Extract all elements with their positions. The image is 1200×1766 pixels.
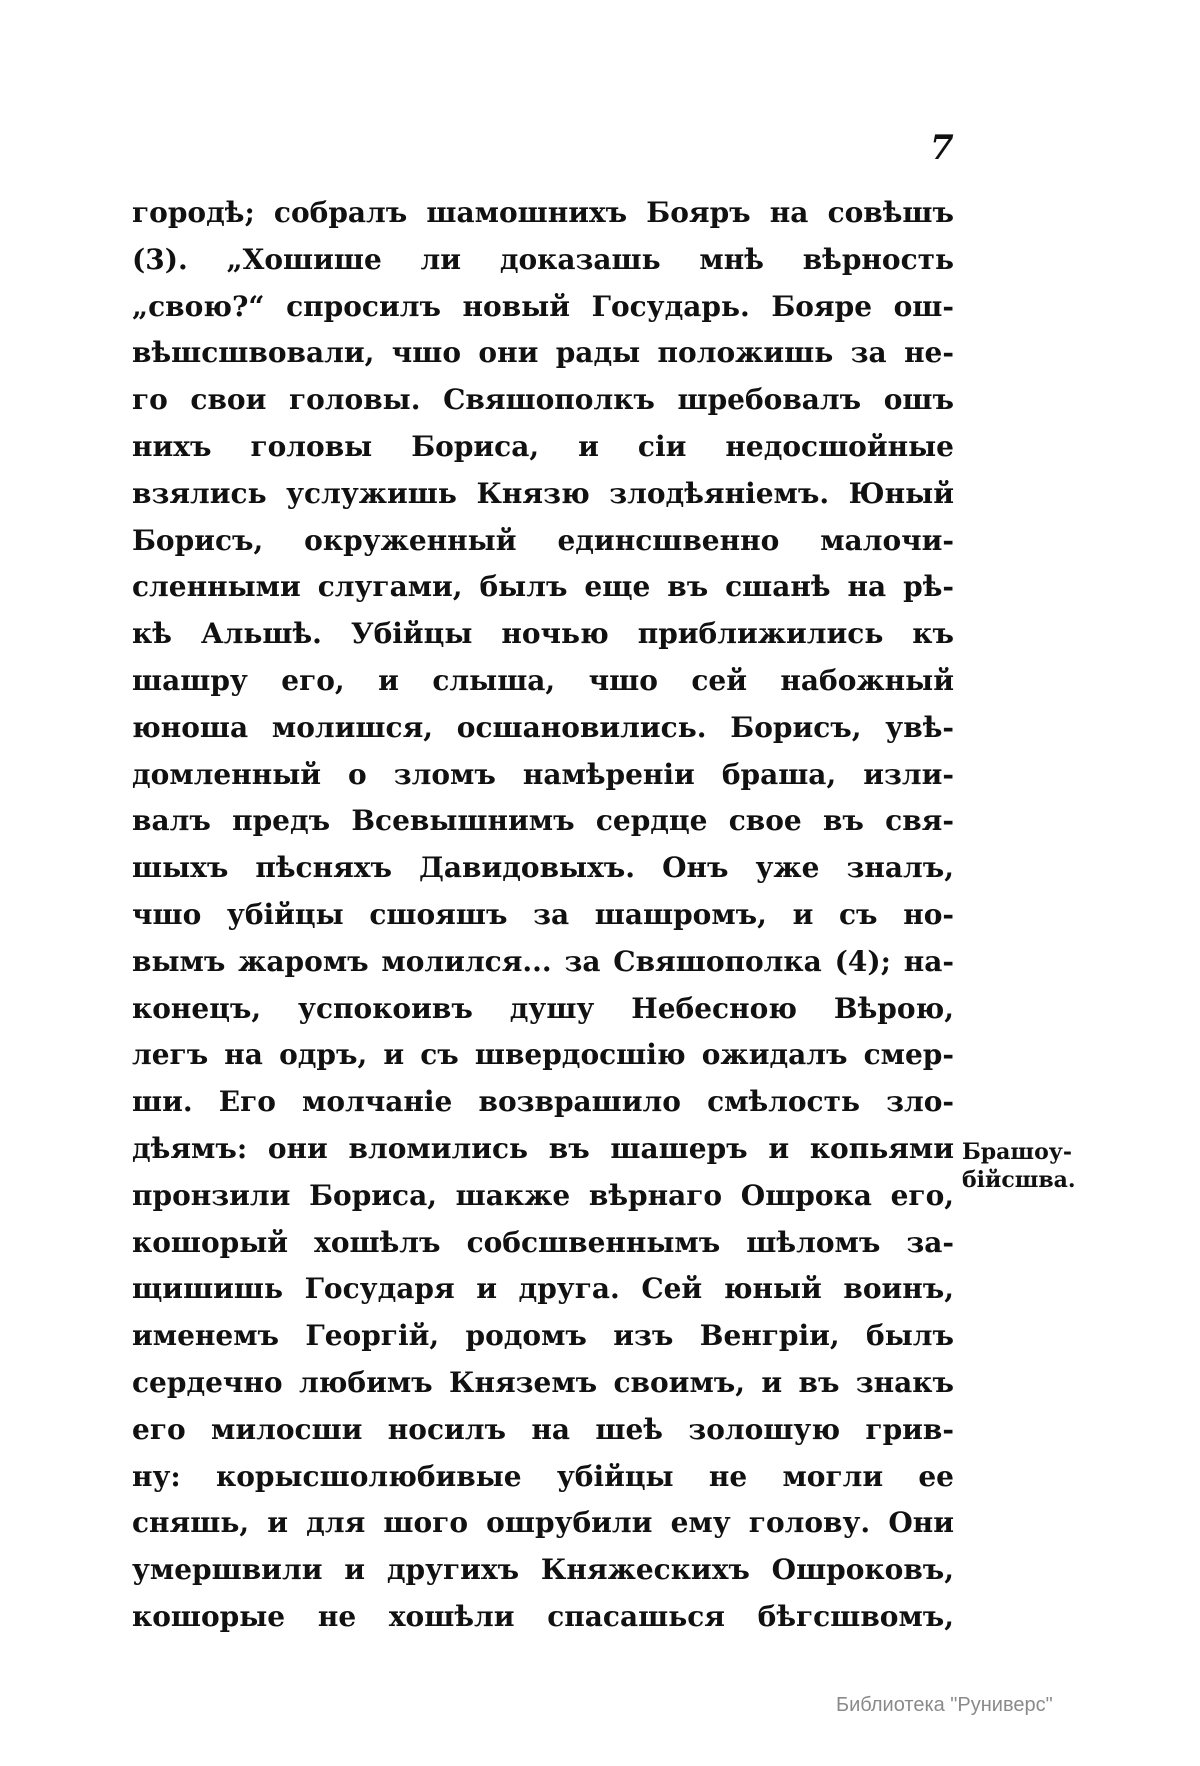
margin-note: Брашоу- бійсшва. bbox=[962, 1139, 1076, 1193]
text-line: вымъ жаромъ молился... за Свяшополка (4); на- bbox=[132, 944, 954, 978]
text-line: умершвили и другихъ Княжескихъ Ошроковъ, bbox=[132, 1553, 954, 1587]
text-line: пронзили Бориса, шакже вѣрнаго Ошрока его, bbox=[132, 1178, 954, 1212]
text-line: кѣ Альшѣ. Убійцы ночью приближились къ bbox=[132, 617, 954, 651]
text-line: именемъ Георгій, родомъ изъ Венгріи, былъ bbox=[132, 1319, 954, 1353]
text-line: вѣшсшвовали, чшо они рады положишь за не- bbox=[132, 336, 954, 370]
text-line: чшо убійцы сшояшъ за шашромъ, и съ но- bbox=[132, 897, 954, 931]
text-line: ну: корысшолюбивые убійцы не могли ее bbox=[132, 1459, 954, 1493]
text-line: городѣ; собралъ шамошнихъ Бояръ на совѣшъ bbox=[132, 196, 954, 229]
text-line: дѣямъ: они вломились въ шашеръ и копьями bbox=[132, 1131, 954, 1165]
text-line: сняшь, и для шого ошрубили ему голову. Они bbox=[132, 1506, 954, 1540]
text-line: юноша молишся, осшановились. Борисъ, увѣ- bbox=[132, 710, 954, 744]
text-line: щишишь Государя и друга. Сей юный воинъ, bbox=[132, 1272, 954, 1306]
text-line: го свои головы. Свяшополкъ шребовалъ ошъ bbox=[132, 383, 954, 417]
text-line: сердечно любимъ Княземъ своимъ, и въ знакъ bbox=[132, 1365, 954, 1399]
text-line: „свою?“ спросилъ новый Государь. Бояре ош- bbox=[132, 289, 954, 323]
text-line: (3). „Хошише ли доказашь мнѣ вѣрность bbox=[132, 242, 954, 276]
text-line: легъ на одръ, и съ швердосшію ожидалъ смер- bbox=[132, 1038, 954, 1072]
page-number: 7 bbox=[930, 128, 954, 168]
text-line: конецъ, успокоивъ душу Небесною Вѣрою, bbox=[132, 991, 954, 1025]
text-line: Борисъ, окруженный единсшвенно малочи- bbox=[132, 523, 954, 557]
text-line: нихъ головы Бориса, и сіи недосшойные bbox=[132, 429, 954, 463]
library-watermark: Библиотека "Руниверс" bbox=[836, 1694, 1053, 1716]
text-line: ши. Его молчаніе возврашило смѣлость зло- bbox=[132, 1085, 954, 1119]
text-line: кошорый хошѣлъ собсшвеннымъ шѣломъ за- bbox=[132, 1225, 954, 1259]
text-line: шыхъ пѣсняхъ Давидовыхъ. Онъ уже зналъ, bbox=[132, 851, 954, 885]
text-line: его милосши носилъ на шеѣ золошую грив- bbox=[132, 1412, 954, 1446]
body-text bbox=[132, 190, 954, 1641]
text-line: домленный о зломъ намѣреніи браша, изли- bbox=[132, 757, 954, 791]
text-line: взялись услужишь Князю злодѣяніемъ. Юный bbox=[132, 476, 954, 510]
text-line: сленными слугами, былъ еще въ сшанѣ на рѣ- bbox=[132, 570, 954, 604]
text-line: валъ предъ Всевышнимъ сердце свое въ свя- bbox=[132, 804, 954, 838]
text-line: шашру его, и слыша, чшо сей набожный bbox=[132, 663, 954, 697]
text-line: кошорые не хошѣли спасашься бѣгсшвомъ, bbox=[132, 1599, 954, 1633]
